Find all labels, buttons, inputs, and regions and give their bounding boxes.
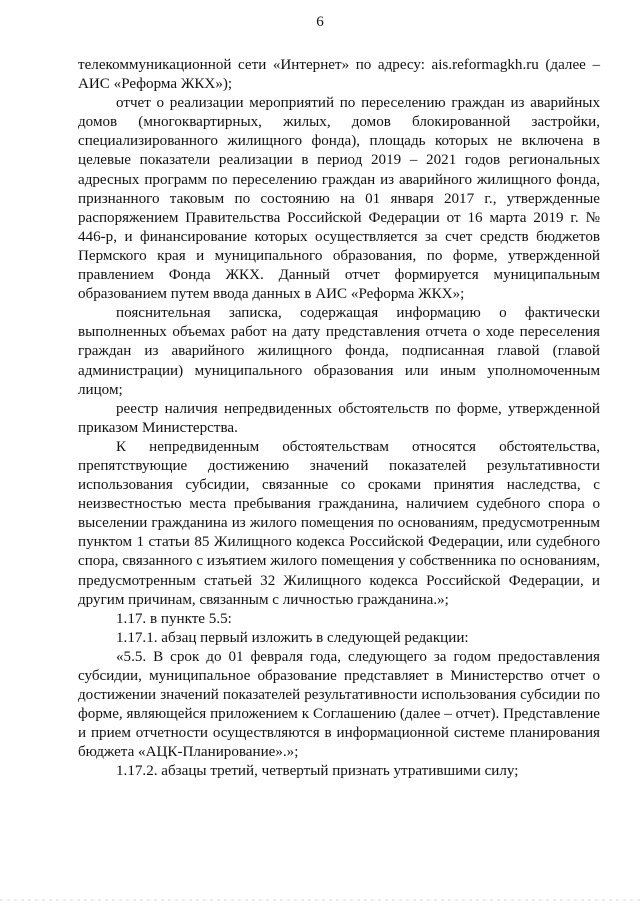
document-body [78, 56, 600, 782]
paragraph-unforeseen-registry: реестр наличия непредвиденных обстоятельств по форме, утвержденной приказом Министерства. [78, 400, 600, 436]
paragraph-item-1-17-1: 1.17.1. абзац первый изложить в следующей редакции: [116, 629, 469, 646]
paragraph-resettlement-report: отчет о реализации мероприятий по переселению граждан из аварийных домов (многоквартирных, жилых, домов блокированной застройки, специализированного жилищного фонда), площадь которых не включена в целевые показатели реализации в период 2019 – 2021 годов региональных адресных программ по переселению граждан из аварийного жилищного фонда, признанного таковым по состоянию на 01 января 2017 г., утвержденные распоряжением Правительства Российской Федерации от 16 марта 2019 г. № 446-р, и финансирование которых осуществляется за счет средств бюджетов Пермского края и муниципального образования, по форме, утвержденной правлением Фонда ЖКХ. Данный отчет формируется муниципальным образованием путем ввода данных в АИС «Реформа ЖКХ»; [78, 95, 600, 303]
paragraph-unforeseen-circumstances: К непредвиденным обстоятельствам относятся обстоятельства, препятствующие достижению значений показателей результативности использования субсидии, связанные со сроками принятия наследства, с неизвестностью места пребывания гражданина, наличием судебного спора о выселении гражданина из жилого помещения по основаниям, предусмотренным пунктом 1 статьи 85 Жилищного кодекса Российской Федерации, или судебного спора, связанного с изъятием жилого помещения у собственника по основаниям, предусмотренным статьей 32 Жилищного кодекса Российской Федерации, и другим причинам, связанным с личностью гражданина.»; [78, 438, 600, 608]
paragraph-ais-address: телекоммуникационной сети «Интернет» по адресу: ais.reformagkh.ru (далее – АИС «Реформа ЖКХ»); [78, 57, 600, 93]
paragraph-item-1-17-2: 1.17.2. абзацы третий, четвертый признать утратившими силу; [116, 763, 519, 780]
page-number: 6 [316, 14, 324, 30]
paragraph-item-1-17: 1.17. в пункте 5.5: [116, 610, 232, 627]
paragraph-explanatory-note: пояснительная записка, содержащая информацию о фактически выполненных объемах работ на дату представления отчета о ходе переселения граждан из аварийного жилищного фонда, подписанная главой (главой администрации) муниципального образования или иным уполномоченным лицом; [78, 305, 600, 398]
scan-footer-artifact [0, 899, 640, 901]
paragraph-clause-5-5: «5.5. В срок до 01 февраля года, следующего за годом предоставления субсидии, муниципальное образование представляет в Министерство отчет о достижении значений показателей результативности использования субсидии по форме, являющейся приложением к Соглашению (далее – отчет). Представление и прием отчетности осуществляются в информационной системе планирования бюджета «АЦК-Планирование».»; [78, 648, 600, 761]
